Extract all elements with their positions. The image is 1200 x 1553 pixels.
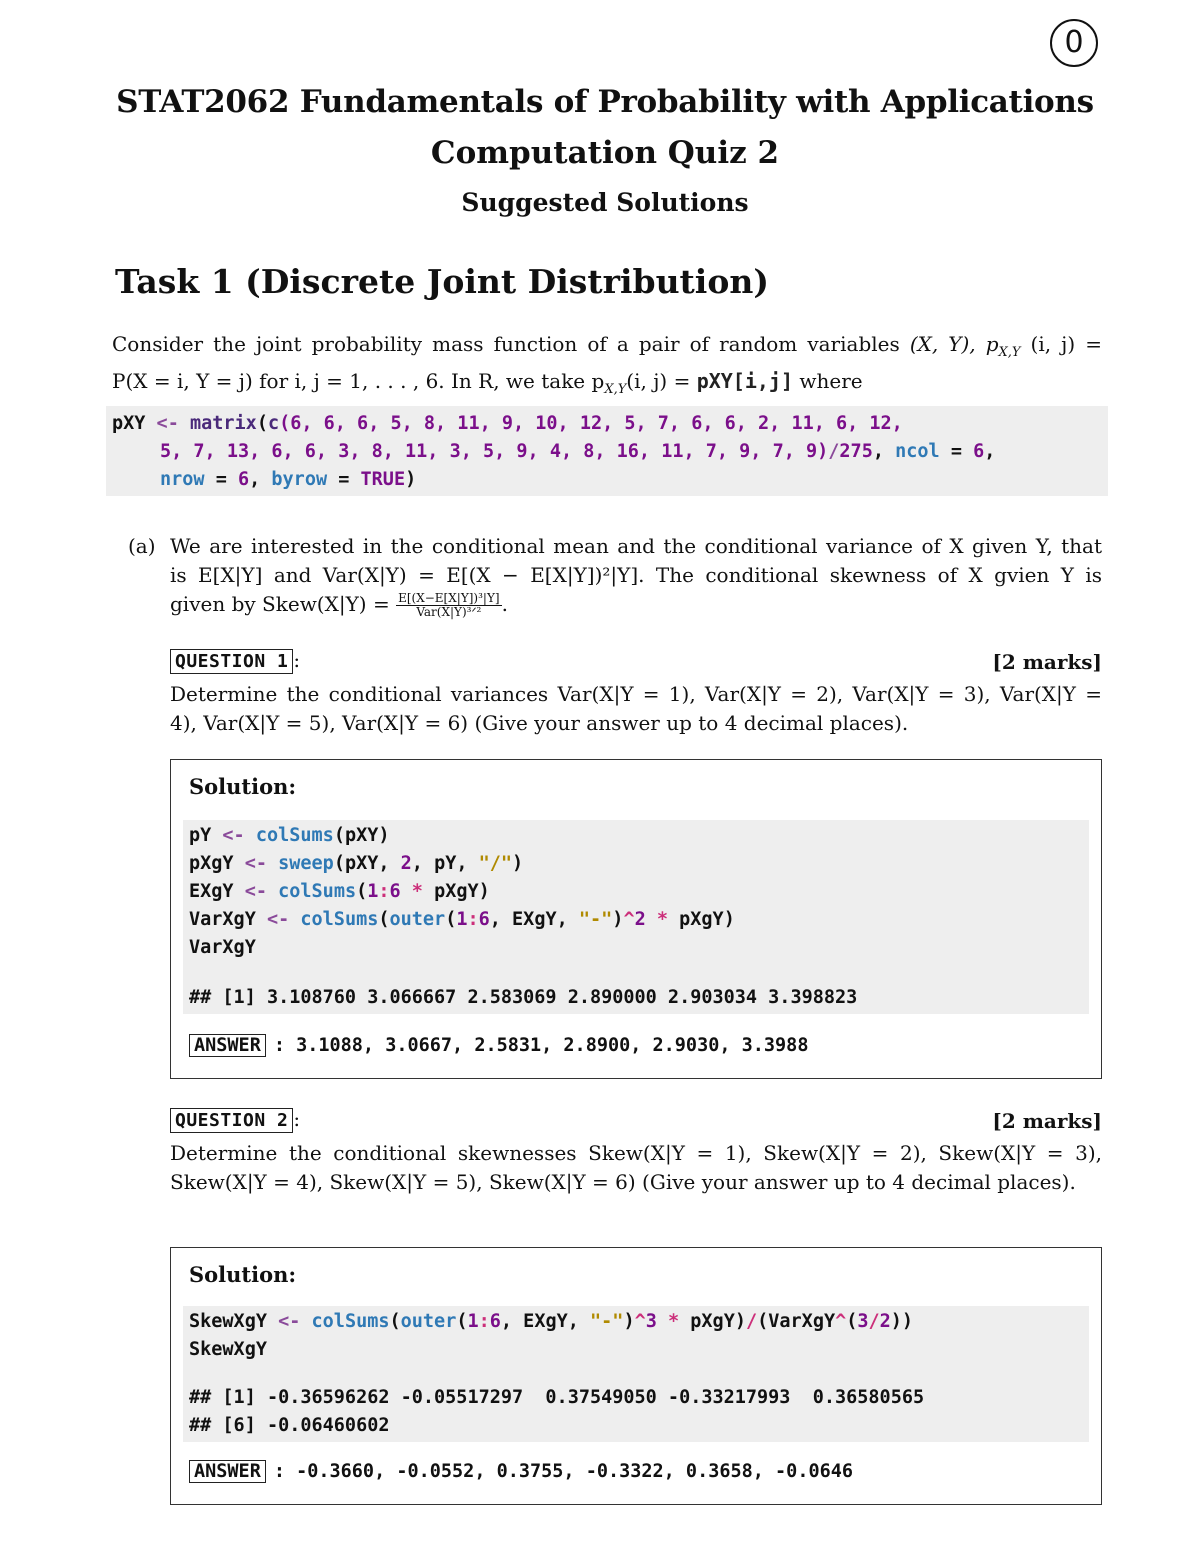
code-token: SkewXgY	[189, 1311, 279, 1332]
code-token: pXgY)	[434, 881, 490, 902]
code-token: "/"	[478, 853, 513, 874]
answer-2-label: ANSWER	[189, 1460, 266, 1483]
code-token: ^	[623, 909, 635, 930]
code-token: (	[456, 1311, 468, 1332]
code-eq-3: =	[327, 469, 361, 490]
code-token: colSums	[255, 825, 334, 846]
code-token: )	[623, 1311, 635, 1332]
code-token: *	[656, 909, 680, 930]
code-assign: <-	[145, 413, 190, 434]
question-1-text	[170, 680, 1102, 738]
code-byrow: byrow	[271, 469, 328, 490]
code-token: 6	[478, 909, 490, 930]
code-div: /	[828, 441, 840, 462]
code-token: pXgY)	[679, 909, 735, 930]
solution-2-title: Solution:	[189, 1262, 297, 1287]
skewness-fraction	[396, 592, 502, 619]
code-token: ^	[835, 1311, 847, 1332]
code-six-2: 6	[237, 469, 250, 490]
question-2-line-2: Skew(X|Y = 4), Skew(X|Y = 5), Skew(X|Y = 6) (Give your answer up to 4 decimal places).	[170, 1170, 1076, 1194]
document-subsubtitle: Suggested Solutions	[461, 188, 749, 217]
part-a-label: (a)	[128, 534, 156, 558]
code-token: EXgY	[189, 881, 245, 902]
code-true: TRUE	[360, 469, 406, 490]
code-token: , EXgY,	[500, 1311, 591, 1332]
code-token: pXgY)	[690, 1311, 746, 1332]
code-token: /	[745, 1311, 758, 1332]
page-number: 0	[1050, 19, 1098, 67]
code-token: 6	[389, 881, 412, 902]
code-line	[189, 1336, 1083, 1364]
code-token: outer	[389, 909, 446, 930]
code-token: 2	[400, 853, 412, 874]
answer-2-colon: :	[273, 1461, 285, 1482]
code-token: *	[411, 881, 435, 902]
code-eq-2: =	[204, 469, 238, 490]
intro-sub-2: X,Y	[604, 382, 627, 397]
answer-1-label: ANSWER	[189, 1034, 266, 1057]
code-token: <-	[278, 1311, 312, 1332]
code-token: 3	[645, 1311, 668, 1332]
code-token: (	[378, 909, 390, 930]
solution-2-output-1: ## [1] -0.36596262 -0.05517297 0.37549050 -0.33217993 0.36580565	[189, 1387, 925, 1408]
code-line	[189, 906, 1083, 934]
solution-1-output: ## [1] 3.108760 3.066667 2.583069 2.890000 2.903034 3.398823	[189, 987, 858, 1008]
code-token: (VarXgY	[757, 1311, 836, 1332]
task-intro	[112, 330, 1102, 404]
code-eq: =	[939, 441, 974, 462]
question-2-header	[170, 1107, 1102, 1133]
code-token: sweep	[278, 853, 334, 874]
question-2-label: QUESTION 2	[170, 1108, 293, 1133]
question-1-header	[170, 648, 1102, 674]
intro-text-1b: (X, Y), p	[909, 332, 999, 356]
code-six: 6	[973, 441, 985, 462]
code-token: 1	[367, 881, 379, 902]
document-title: STAT2062 Fundamentals of Probability with Applications	[116, 84, 1094, 120]
code-token: 1	[456, 909, 468, 930]
code-comma: ,	[984, 441, 996, 462]
code-token: <-	[266, 909, 301, 930]
code-token: (	[445, 909, 457, 930]
solution-box-2	[170, 1247, 1102, 1505]
code-token: pY	[189, 825, 223, 846]
part-a-period: .	[501, 592, 508, 616]
code-token: :	[378, 881, 390, 902]
code-token: /	[868, 1311, 880, 1332]
question-2-colon: :	[293, 1107, 301, 1131]
answer-2-row	[189, 1460, 853, 1483]
code-sep-2: ,	[249, 469, 272, 490]
matrix-code-block	[106, 406, 1108, 496]
code-token: "-"	[578, 909, 613, 930]
part-a-line-3	[170, 590, 1102, 619]
code-line	[189, 822, 1083, 850]
code-token: ^	[634, 1311, 646, 1332]
question-1-label: QUESTION 1	[170, 649, 293, 674]
code-token: (pXY,	[333, 853, 401, 874]
code-token: "-"	[590, 1311, 624, 1332]
code-token: *	[668, 1311, 691, 1332]
answer-1-row	[189, 1034, 808, 1057]
code-token: 2	[879, 1311, 891, 1332]
code-fn-c: c	[267, 413, 280, 434]
intro-code: pXY[i,j]	[696, 369, 794, 393]
code-line	[189, 878, 1083, 906]
code-token: VarXgY	[189, 909, 267, 930]
intro-sub-1: X,Y	[998, 345, 1021, 360]
code-token: )	[612, 909, 624, 930]
solution-2-code	[183, 1306, 1089, 1442]
code-token: 6	[489, 1311, 501, 1332]
intro-text-1d: (i, j) =	[1030, 332, 1102, 356]
code-token: VarXgY	[189, 937, 256, 958]
code-token: colSums	[300, 909, 379, 930]
answer-2-values: -0.3660, -0.0552, 0.3755, -0.3322, 0.3658, -0.0646	[296, 1461, 854, 1482]
code-line	[189, 934, 1083, 962]
intro-text-2c: where	[793, 369, 863, 393]
task-heading: Task 1 (Discrete Joint Distribution)	[115, 262, 769, 301]
code-token: pXgY	[189, 853, 245, 874]
part-a-line-1: We are interested in the conditional mean and the conditional variance of X given Y, that	[170, 534, 1102, 558]
code-ncol: ncol	[895, 441, 940, 462]
intro-text-1a: Consider the joint probability mass function of a pair of random variables	[112, 332, 900, 356]
code-token: colSums	[311, 1311, 390, 1332]
part-a-line-2: is E[X|Y] and Var(X|Y) = E[(X − E[X|Y])²|Y]. The conditional skewness of X gvien Y is	[170, 563, 1102, 587]
code-fn-matrix: matrix	[189, 413, 257, 434]
code-token: , pY,	[411, 853, 479, 874]
code-token: SkewXgY	[189, 1339, 267, 1360]
answer-1-colon: :	[273, 1035, 285, 1056]
solution-1-code	[183, 820, 1089, 1014]
question-2-line-1: Determine the conditional skewnesses Skew(X|Y = 1), Skew(X|Y = 2), Skew(X|Y = 3),	[170, 1141, 1102, 1165]
code-var: pXY	[112, 413, 146, 434]
fraction-numerator: E[(X−E[X|Y])³|Y]	[398, 591, 500, 605]
code-token: ))	[890, 1311, 914, 1332]
question-2-marks: [2 marks]	[992, 1109, 1102, 1133]
question-1-line-2: 4), Var(X|Y = 5), Var(X|Y = 6) (Give your answer up to 4 decimal places).	[170, 711, 909, 735]
code-token: :	[467, 909, 479, 930]
document-subtitle: Computation Quiz 2	[430, 135, 780, 171]
code-line	[189, 850, 1083, 878]
code-values-2: 5, 7, 13, 6, 6, 3, 8, 11, 3, 5, 9, 4, 8, 16, 11, 7, 9, 7, 9)	[160, 441, 829, 462]
solution-box-1	[170, 759, 1102, 1079]
code-token: (	[389, 1311, 401, 1332]
code-sep: ,	[872, 441, 896, 462]
code-token: (	[846, 1311, 858, 1332]
code-token: outer	[400, 1311, 457, 1332]
code-values-1: (6, 6, 6, 5, 8, 11, 9, 10, 12, 5, 7, 6, 6, 2, 11, 6, 12,	[279, 413, 903, 434]
code-token: :	[478, 1311, 490, 1332]
code-token: 1	[467, 1311, 479, 1332]
code-token: <-	[244, 853, 279, 874]
question-1-line-1: Determine the conditional variances Var(X|Y = 1), Var(X|Y = 2), Var(X|Y = 3), Var(X|Y =	[170, 682, 1102, 706]
part-a-line-3-text: given by Skew(X|Y) =	[170, 592, 390, 616]
code-token: (	[356, 881, 368, 902]
question-1-colon: :	[293, 648, 301, 672]
intro-text-2b: (i, j) =	[626, 369, 697, 393]
code-nrow: nrow	[160, 469, 205, 490]
code-token: <-	[244, 881, 279, 902]
fraction-denominator: Var(X|Y)³ᐟ²	[416, 605, 482, 619]
code-token: )	[512, 853, 524, 874]
code-275: 275	[839, 441, 873, 462]
code-token: 2	[634, 909, 657, 930]
solution-2-output-2: ## [6] -0.06460602	[189, 1415, 390, 1436]
intro-text-2: P(X = i, Y = j) for i, j = 1, . . . , 6. In R, we take p	[112, 369, 605, 393]
code-line	[189, 1308, 1083, 1336]
part-a	[128, 532, 1102, 619]
code-paren: (	[256, 413, 268, 434]
code-token: (pXY)	[333, 825, 390, 846]
code-close: )	[405, 469, 417, 490]
question-1-marks: [2 marks]	[992, 650, 1102, 674]
code-token: colSums	[278, 881, 357, 902]
code-token: <-	[222, 825, 256, 846]
code-token: , EXgY,	[489, 909, 579, 930]
question-2-text	[170, 1139, 1102, 1197]
code-token: 3	[857, 1311, 869, 1332]
answer-1-values: 3.1088, 3.0667, 2.5831, 2.8900, 2.9030, 3.3988	[296, 1035, 809, 1056]
solution-1-title: Solution:	[189, 774, 297, 799]
